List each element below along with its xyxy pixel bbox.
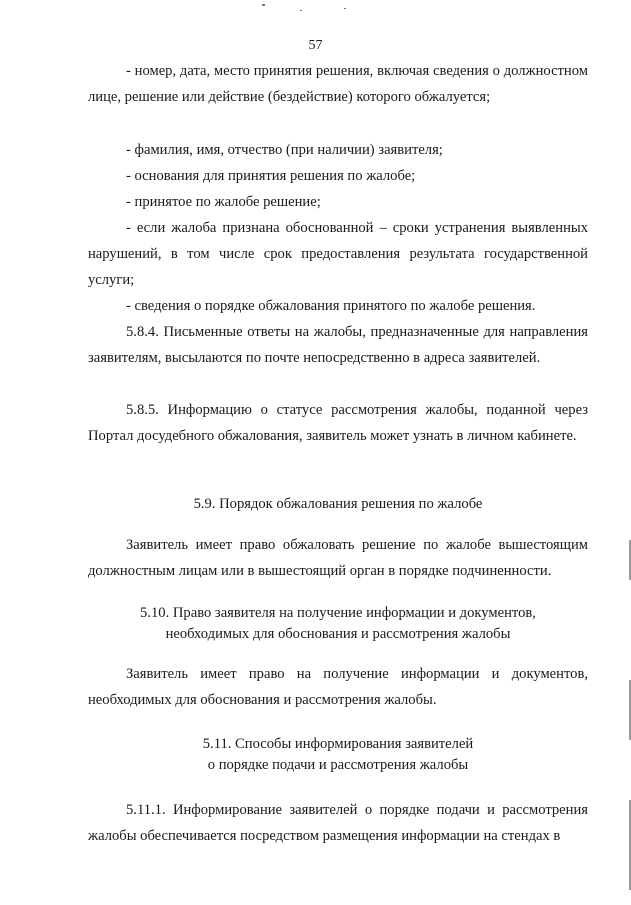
list-item-remedy-deadlines: - если жалоба признана обоснованной – сроки устранения выявленных нарушений, в том числе срок предоставления результата государственной услуги; xyxy=(88,220,588,288)
paragraph-5-8-5: 5.8.5. Информацию о статусе рассмотрения жалобы, поданной через Портал досудебного обжалования, заявитель может узнать в личном кабинете. xyxy=(88,402,588,444)
paragraph-5-11-1: 5.11.1. Информирование заявителей о порядке подачи и рассмотрения жалобы обеспечивается посредством размещения информации на стендах в xyxy=(88,802,588,844)
heading-5-10-line-1: 5.10. Право заявителя на получение информации и документов, xyxy=(140,605,536,621)
list-item-applicant-name: - фамилия, имя, отчество (при наличии) заявителя; xyxy=(126,142,443,158)
heading-5-11-line-1: 5.11. Способы информирования заявителей xyxy=(202,736,474,752)
scan-speck xyxy=(300,10,302,11)
list-item-decision-grounds: - основания для принятия решения по жалобе; xyxy=(126,168,416,184)
list-item-decision-made: - принятое по жалобе решение; xyxy=(126,194,321,210)
heading-5-11 xyxy=(88,734,588,776)
paragraph-5-8-4: 5.8.4. Письменные ответы на жалобы, предназначенные для направления заявителям, высылаются по почте непосредственно в адреса заявителей. xyxy=(88,324,588,366)
page-number: 57 xyxy=(308,38,323,53)
heading-5-9: 5.9. Порядок обжалования решения по жалобе xyxy=(193,496,483,512)
list-item-decision-details: - номер, дата, место принятия решения, включая сведения о должностном лице, решение или действие (бездействие) которого обжалуется; xyxy=(88,63,588,105)
paragraph-5-9: Заявитель имеет право обжаловать решение по жалобе вышестоящим должностным лицам или в вышестоящий орган в порядке подчиненности. xyxy=(88,537,588,579)
heading-5-10 xyxy=(88,603,588,645)
scan-speck xyxy=(344,8,346,9)
paragraph-5-10: Заявитель имеет право на получение информации и документов, необходимых для обоснования и рассмотрения жалобы. xyxy=(88,666,588,708)
list-item-appeal-procedure: - сведения о порядке обжалования принятого по жалобе решения. xyxy=(126,298,536,314)
scan-speck xyxy=(262,4,265,6)
heading-5-10-line-2: необходимых для обоснования и рассмотрения жалобы xyxy=(165,626,511,642)
heading-5-11-line-2: о порядке подачи и рассмотрения жалобы xyxy=(207,757,469,773)
